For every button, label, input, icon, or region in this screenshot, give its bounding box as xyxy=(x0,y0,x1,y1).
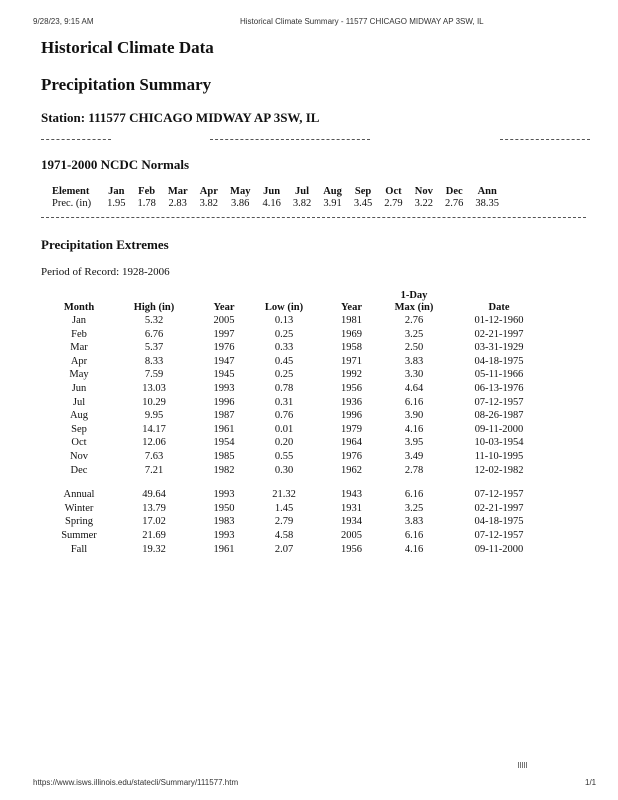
normals-cell: 2.79 xyxy=(384,198,403,209)
normals-table xyxy=(48,186,505,209)
table-cell: Annual xyxy=(63,489,95,501)
table-cell: 08-26-1987 xyxy=(474,410,524,422)
table-cell: 10.29 xyxy=(142,396,166,408)
normals-column-header: Apr xyxy=(199,186,218,197)
table-cell: 1985 xyxy=(213,450,235,462)
table-cell: 1956 xyxy=(341,382,362,394)
table-row xyxy=(44,515,559,529)
table-cell: Jan xyxy=(72,315,86,326)
normals-column-header: Jan xyxy=(108,186,125,197)
table-row xyxy=(44,529,559,543)
table-cell: Nov xyxy=(69,450,89,462)
normals-cell: 3.91 xyxy=(323,198,342,209)
normals-cell: 3.22 xyxy=(414,198,434,209)
table-cell: 3.25 xyxy=(404,328,424,340)
normals-header-row xyxy=(48,186,505,198)
table-cell: 3.83 xyxy=(404,516,424,528)
table-cell: 02-21-1997 xyxy=(474,328,524,340)
table-cell: 1983 xyxy=(213,516,235,528)
table-cell: Winter xyxy=(64,502,94,514)
table-cell: 3.83 xyxy=(404,355,424,367)
table-cell: 1947 xyxy=(213,355,235,367)
table-cell: 1976 xyxy=(213,342,235,354)
table-cell: 1934 xyxy=(341,516,362,528)
table-cell: 3.90 xyxy=(404,410,424,422)
table-cell: 19.32 xyxy=(142,543,166,555)
extremes-column-header: Year xyxy=(341,302,362,313)
table-cell: 07-12-1957 xyxy=(474,396,524,408)
table-cell: 2.50 xyxy=(404,342,424,354)
normals-column-header: Jul xyxy=(295,186,310,197)
normals-column-header: Ann xyxy=(477,186,497,197)
table-cell: 8.33 xyxy=(144,355,164,367)
table-cell: Summer xyxy=(61,529,97,541)
table-cell: 1992 xyxy=(341,369,362,381)
extremes-column-header: Year xyxy=(213,302,235,313)
extremes-column-header: Month xyxy=(63,302,95,313)
table-cell: 06-13-1976 xyxy=(474,382,524,394)
table-cell: Spring xyxy=(64,516,93,528)
table-cell: 2005 xyxy=(213,315,235,326)
table-cell: 07-12-1957 xyxy=(474,529,524,541)
extremes-gap xyxy=(44,477,559,488)
table-cell: 49.64 xyxy=(142,489,166,501)
normals-column-header: Nov xyxy=(414,186,433,197)
table-cell: 5.37 xyxy=(144,342,164,354)
table-cell: 1979 xyxy=(341,423,362,435)
table-cell: 12.06 xyxy=(142,437,166,449)
table-cell: Apr xyxy=(70,355,88,367)
table-cell: Feb xyxy=(71,328,87,340)
extremes-column-header: High (in) xyxy=(133,302,175,313)
extremes-table xyxy=(44,290,559,556)
table-cell: Aug xyxy=(69,410,89,422)
table-cell: 7.59 xyxy=(144,369,164,381)
table-cell: 1961 xyxy=(213,423,235,435)
divider xyxy=(41,139,111,140)
table-cell: 2005 xyxy=(341,529,362,541)
divider xyxy=(41,217,586,218)
table-cell: 0.33 xyxy=(274,342,294,354)
table-cell: 0.30 xyxy=(274,464,294,476)
table-row xyxy=(44,488,559,502)
extremes-heading: Precipitation Extremes xyxy=(41,237,169,252)
table-row xyxy=(44,436,559,450)
table-cell: 21.32 xyxy=(272,489,296,501)
table-cell: 1993 xyxy=(213,489,235,501)
table-row xyxy=(44,450,559,464)
table-cell: 0.78 xyxy=(274,382,294,394)
table-cell: 6.16 xyxy=(404,396,424,408)
table-cell: 4.16 xyxy=(404,423,424,435)
table-cell: 21.69 xyxy=(142,529,166,541)
table-row xyxy=(44,368,559,382)
normals-cell: 3.45 xyxy=(353,198,373,209)
table-cell: 0.25 xyxy=(274,369,294,381)
table-cell: Sep xyxy=(71,423,87,435)
table-cell: 04-18-1975 xyxy=(474,516,524,528)
table-row xyxy=(44,314,559,328)
table-cell: 1945 xyxy=(213,369,235,381)
print-url: https://www.isws.illinois.edu/statecli/Summary/111577.htm xyxy=(33,778,239,787)
normals-cell: 1.95 xyxy=(107,198,126,209)
extremes-column-header: Low (in) xyxy=(264,302,304,313)
table-cell: 1961 xyxy=(213,543,235,555)
table-cell: 3.95 xyxy=(404,437,424,449)
table-cell: 1954 xyxy=(213,437,235,449)
table-cell: 1950 xyxy=(213,502,235,514)
normals-cell: 38.35 xyxy=(475,198,500,209)
extremes-column-header: Max (in) xyxy=(394,302,434,313)
extremes-column-header: Date xyxy=(488,302,510,313)
table-cell: 1969 xyxy=(341,328,362,340)
table-cell: 6.76 xyxy=(144,328,164,340)
divider xyxy=(500,139,590,140)
station-name: Station: 111577 CHICAGO MIDWAY AP 3SW, IL xyxy=(41,110,320,125)
table-cell: 3.30 xyxy=(404,369,424,381)
extremes-monthly xyxy=(44,314,559,477)
table-cell: 2.07 xyxy=(274,543,294,555)
table-cell: 0.13 xyxy=(274,315,294,326)
normals-heading: 1971-2000 NCDC Normals xyxy=(41,157,190,172)
extremes-header-row xyxy=(44,302,559,314)
table-cell: 1.45 xyxy=(274,502,294,514)
table-cell: 7.21 xyxy=(144,464,164,476)
table-cell: 1958 xyxy=(341,342,362,354)
table-row xyxy=(44,396,559,410)
table-cell: 3.25 xyxy=(404,502,424,514)
table-cell: 01-12-1960 xyxy=(474,315,524,326)
table-row xyxy=(44,423,559,437)
table-cell: 0.25 xyxy=(274,328,294,340)
table-row xyxy=(44,328,559,342)
table-cell: 6.16 xyxy=(404,489,424,501)
normals-column-header: Mar xyxy=(167,186,188,197)
print-page-number: 1/1 xyxy=(585,778,597,787)
table-row xyxy=(44,355,559,369)
table-cell: 5.32 xyxy=(144,315,164,326)
table-cell: 9.95 xyxy=(144,410,164,422)
table-cell: 09-11-2000 xyxy=(474,543,524,555)
table-cell: Dec xyxy=(70,464,88,476)
normals-column-header: Feb xyxy=(138,186,156,197)
table-cell: 02-21-1997 xyxy=(474,502,524,514)
table-cell: 1976 xyxy=(341,450,362,462)
normals-cell: 2.76 xyxy=(445,198,464,209)
table-cell: 1996 xyxy=(341,410,362,422)
table-row xyxy=(44,409,559,423)
extremes-header-row-top xyxy=(44,290,559,302)
table-cell: 05-11-1966 xyxy=(474,369,524,381)
normals-data-row xyxy=(48,198,505,209)
table-cell: Jun xyxy=(71,382,87,394)
table-cell: 13.03 xyxy=(142,382,166,394)
table-cell: 0.45 xyxy=(274,355,294,367)
table-cell: 07-12-1957 xyxy=(474,489,524,501)
table-cell: 1943 xyxy=(341,489,362,501)
table-cell: 2.79 xyxy=(274,516,294,528)
table-cell: 12-02-1982 xyxy=(474,464,524,476)
table-cell: 1993 xyxy=(213,529,235,541)
table-cell: Oct xyxy=(71,437,87,449)
table-cell: 04-18-1975 xyxy=(474,355,524,367)
table-cell: Fall xyxy=(70,543,88,555)
table-cell: 03-31-1929 xyxy=(474,342,524,354)
table-cell: 3.49 xyxy=(404,450,424,462)
table-cell: 1982 xyxy=(213,464,235,476)
page-title: Historical Climate Data xyxy=(41,38,214,57)
table-cell: 0.55 xyxy=(274,450,294,462)
table-row xyxy=(44,464,559,478)
table-cell: 1997 xyxy=(213,328,235,340)
normals-column-header: Sep xyxy=(354,186,372,197)
table-cell: 2.78 xyxy=(404,464,424,476)
table-cell: 13.79 xyxy=(142,502,166,514)
table-cell: 2.76 xyxy=(404,315,424,326)
normals-cell: Prec. (in) xyxy=(52,198,92,209)
table-row xyxy=(44,341,559,355)
table-cell: 0.31 xyxy=(274,396,294,408)
table-cell: 7.63 xyxy=(144,450,164,462)
print-doc-title: Historical Climate Summary - 11577 CHICAGO MIDWAY AP 3SW, IL xyxy=(240,17,484,26)
table-cell: 1981 xyxy=(341,315,362,326)
table-row xyxy=(44,382,559,396)
divider xyxy=(210,139,370,140)
table-cell: 10-03-1954 xyxy=(474,437,524,449)
normals-cell: 1.78 xyxy=(137,198,156,209)
table-cell: Mar xyxy=(70,342,88,354)
table-cell: 1931 xyxy=(341,502,362,514)
table-cell: 11-10-1995 xyxy=(474,450,524,462)
table-cell: 0.76 xyxy=(274,410,294,422)
table-cell: 0.01 xyxy=(274,423,294,435)
col-top-label: 1-Day xyxy=(400,290,428,301)
normals-column-header: May xyxy=(230,186,251,197)
normals-column-header: Element xyxy=(52,186,90,197)
normals-column-header: Jun xyxy=(263,186,281,197)
normals-cell: 3.82 xyxy=(199,198,219,209)
table-cell: Jul xyxy=(72,396,86,408)
table-cell: 4.64 xyxy=(404,382,424,394)
table-cell: 1987 xyxy=(213,410,235,422)
table-cell: 1996 xyxy=(213,396,235,408)
table-cell: 1956 xyxy=(341,543,362,555)
table-cell: 09-11-2000 xyxy=(474,423,524,435)
normals-cell: 3.86 xyxy=(231,198,250,209)
table-cell: 4.16 xyxy=(404,543,424,555)
normals-column-header: Oct xyxy=(385,186,402,197)
table-cell: 1936 xyxy=(341,396,362,408)
page-subtitle: Precipitation Summary xyxy=(41,75,212,94)
period-of-record: Period of Record: 1928-2006 xyxy=(41,266,170,278)
extremes-seasonal xyxy=(44,488,559,556)
table-cell: 6.16 xyxy=(404,529,424,541)
table-cell: 17.02 xyxy=(142,516,166,528)
table-row xyxy=(44,502,559,516)
scan-mark-icon xyxy=(518,762,528,768)
table-cell: 0.20 xyxy=(274,437,294,449)
normals-column-header: Aug xyxy=(323,186,342,197)
print-timestamp: 9/28/23, 9:15 AM xyxy=(33,17,94,26)
table-cell: 4.58 xyxy=(274,529,294,541)
normals-cell: 4.16 xyxy=(262,198,281,209)
table-cell: 1964 xyxy=(341,437,362,449)
normals-cell: 3.82 xyxy=(292,198,312,209)
normals-column-header: Dec xyxy=(445,186,463,197)
table-cell: 1962 xyxy=(341,464,362,476)
table-cell: May xyxy=(69,369,89,381)
table-cell: 1971 xyxy=(341,355,362,367)
normals-cell: 2.83 xyxy=(168,198,187,209)
table-row xyxy=(44,543,559,557)
table-cell: 1993 xyxy=(213,382,235,394)
table-cell: 14.17 xyxy=(142,423,166,435)
